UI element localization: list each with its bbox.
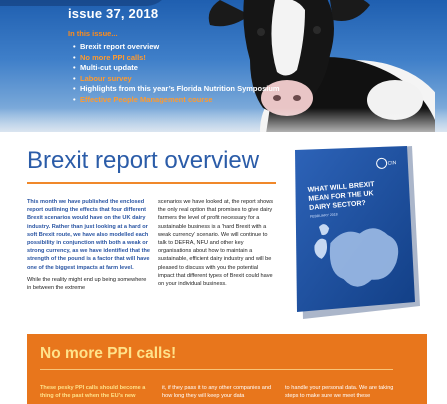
article-column-2: scenarios we have looked at, the report shows the only real option that promises to give dairy farmers the level of profit necessary for a sustainable business is a ‘hard Brexit with a weak currency’ scenario. We will continue to talk to DEFRA, NFU and other key organisations about how to maintain a sustainable, efficient dairy industry and will be pleased to discuss with you the potential impact that different types of Brexit could have on your individual business. — [158, 199, 274, 288]
in-this-issue-label: In this issue... — [68, 29, 118, 38]
report-title-line: MEAN FOR THE UK — [308, 190, 374, 203]
ppi-divider — [40, 369, 393, 370]
report-date: FEBRUARY 2018 — [309, 212, 338, 219]
article-column-1 — [27, 198, 152, 292]
ppi-column-3: to handle your personal data. We are taking steps to make sure we meet these — [285, 385, 394, 399]
ppi-column-2: it, if they pass it to any other companies and how long they will keep your data — [162, 385, 272, 399]
header-hero — [0, 0, 447, 132]
toc-item[interactable]: • No more PPI calls! — [80, 53, 280, 64]
title-divider — [27, 182, 276, 184]
toc-item[interactable]: • Highlights from this year’s Florida Nutrition Symposium — [80, 84, 280, 95]
toc-item[interactable]: • Multi-cut update — [80, 63, 280, 74]
report-cover-image — [289, 146, 420, 319]
issue-label: issue 37, 2018 — [68, 6, 159, 21]
section-title: Brexit report overview — [27, 147, 260, 174]
toc-item[interactable]: • Labour survey — [80, 74, 280, 85]
ppi-title: No more PPI calls! — [40, 345, 177, 362]
report-title-line: DAIRY SECTOR? — [308, 199, 367, 212]
header-fade — [0, 108, 447, 132]
toc-item[interactable]: • Effective People Management course — [80, 95, 280, 106]
body-paragraph: While the reality might end up being somewhere in between the extreme — [27, 276, 147, 292]
report-title-line: WHAT WILL BREXIT — [307, 181, 375, 194]
toc-item[interactable]: • Brexit report overview — [80, 42, 280, 53]
report-logo-text: CIN — [387, 160, 397, 167]
ppi-column-1: These pesky PPI calls should become a thing of the past when the EU’s new — [40, 385, 146, 399]
table-of-contents — [80, 42, 280, 106]
intro-paragraph: This month we have published the enclosed report outlining the effects that four different Brexit scenarios would have on the UK dairy industry. Rather than just looking at a hard or soft Brexit route, we have also modelled each possibility in conjunction with both a weak or strong currency, as we have identified that the strength of the pound is a factor that will have one of the biggest impacts at farm level. — [27, 199, 150, 271]
